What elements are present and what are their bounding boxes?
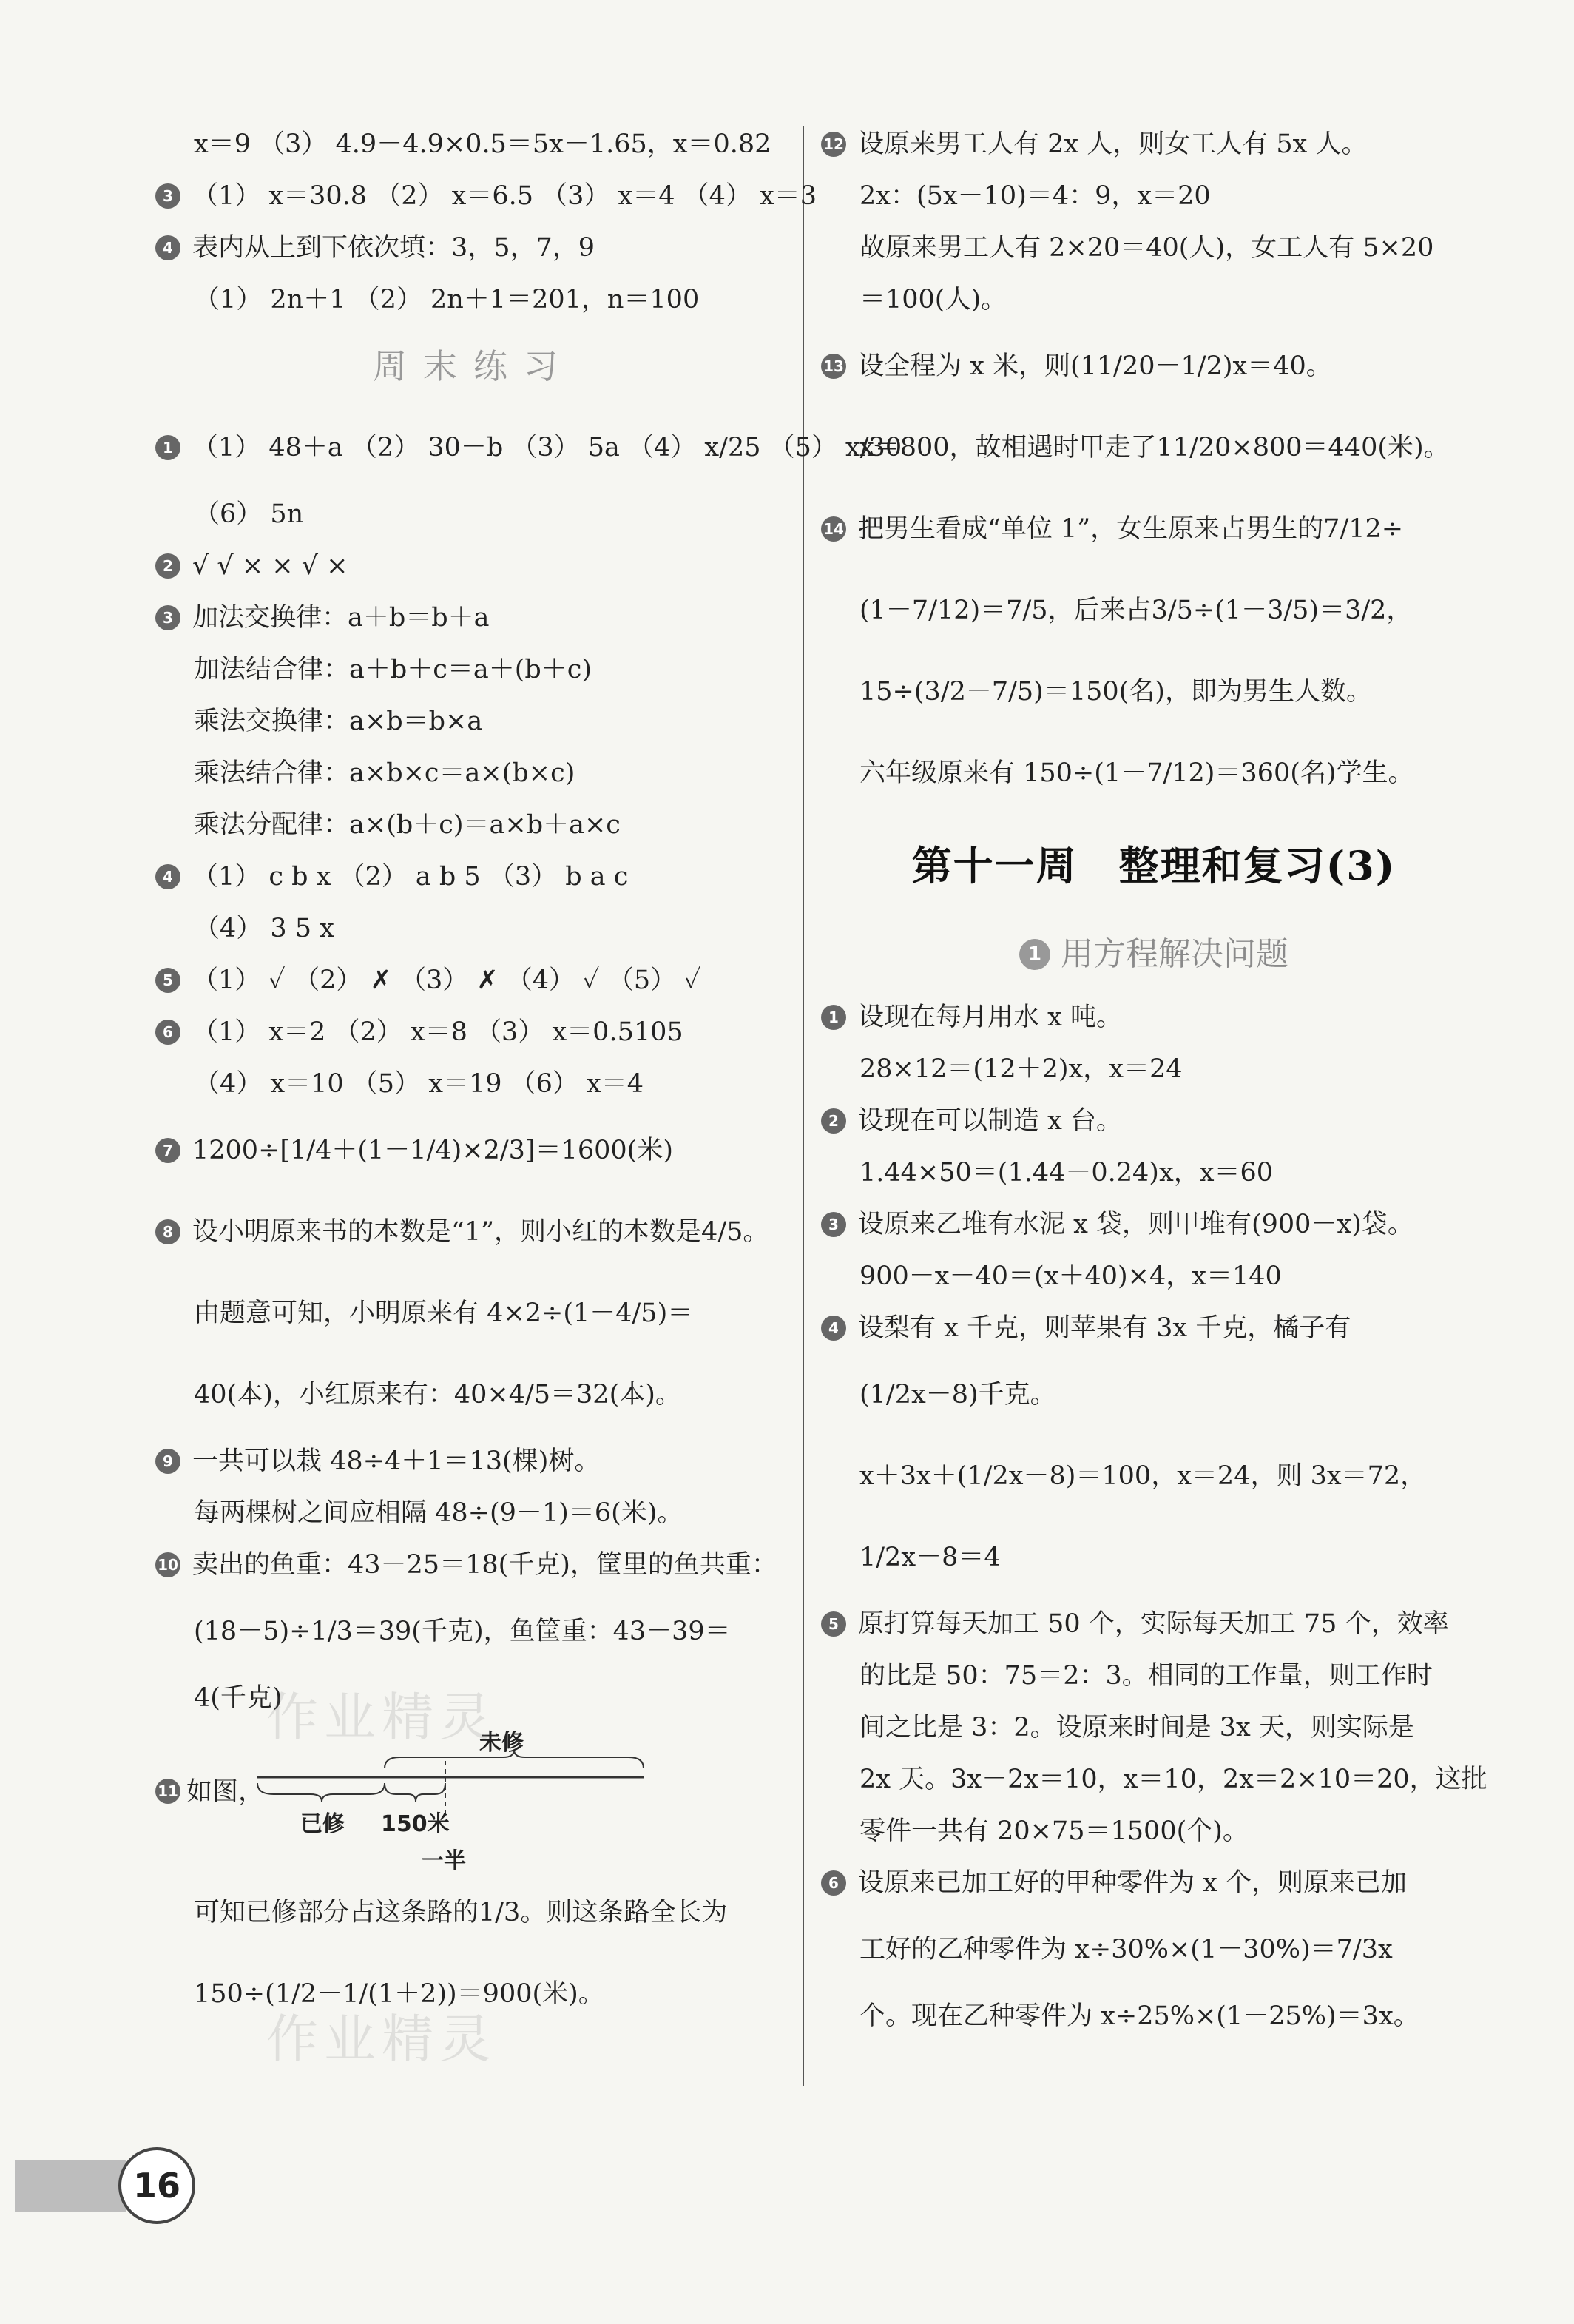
answer-text: x＝9 （3） 4.9－4.9×0.5＝5x－1.65，x＝0.82 <box>194 129 771 159</box>
answer-line <box>155 170 817 222</box>
question-number: 2 <box>155 553 180 579</box>
answer-line <box>821 488 1487 570</box>
answer-text: 零件一共有 20×75＝1500(个)。 <box>859 1816 1249 1846</box>
answer-text: 2x：(5x－10)＝4：9，x＝20 <box>859 181 1211 211</box>
answer-text: （1） ✓ （2） ✗ （3） ✗ （4） ✓ （5） ✓ <box>192 966 701 995</box>
question-number: 6 <box>821 1870 846 1896</box>
answer-text: 加法交换律：a＋b＝b＋a <box>192 603 490 633</box>
answer-text: 设梨有 x 千克，则苹果有 3x 千克，橘子有 <box>858 1313 1351 1343</box>
answer-line <box>821 407 1487 488</box>
question-number: 3 <box>155 183 180 209</box>
label-150m: 150米 <box>381 1811 450 1837</box>
answer-line <box>821 1199 1487 1250</box>
answer-line <box>821 1095 1487 1147</box>
answer-line <box>155 488 791 540</box>
answer-line <box>155 592 791 644</box>
answer-line <box>155 903 791 954</box>
answer-text: （1） c b x （2） a b 5 （3） b a c <box>192 862 629 892</box>
answer-line <box>821 274 1487 326</box>
answer-text: 六年级原来有 150÷(1－7/12)＝360(名)学生。 <box>859 758 1414 788</box>
answer-text: 2x 天。3x－2x＝10，x＝10，2x＝2×10＝20，这批 <box>859 1765 1487 1794</box>
answer-text: 15÷(3/2－7/5)＝150(名)，即为男生人数。 <box>859 677 1372 707</box>
diagram-prefix: 如图， <box>186 1777 265 1807</box>
answer-line <box>821 1805 1487 1857</box>
answer-text: (1/2x－8)千克。 <box>859 1380 1056 1409</box>
answer-text: 个。现在乙种零件为 x÷25%×(1－25%)＝3x。 <box>859 2001 1419 2031</box>
answer-line <box>155 1435 791 1487</box>
answer-text: 40(本)，小红原来有：40×4/5＝32(本)。 <box>194 1380 681 1409</box>
answer-text: 由题意可知，小明原来有 4×2÷(1－4/5)＝ <box>194 1299 694 1328</box>
answer-line <box>821 651 1487 732</box>
label-half: 一半 <box>422 1848 466 1874</box>
answer-text: 设原来乙堆有水泥 x 袋，则甲堆有(900－x)袋。 <box>858 1210 1413 1239</box>
answer-text: （4） x＝10 （5） x＝19 （6） x＝4 <box>194 1069 644 1099</box>
answer-line <box>155 1591 791 1672</box>
sub-title <box>821 917 1487 991</box>
answer-text: 设全程为 x 米，则(11/20－1/2)x＝40。 <box>858 351 1332 381</box>
question-number: 5 <box>155 968 180 993</box>
answer-text: 加法结合律：a＋b＋c＝a＋(b＋c) <box>194 655 592 684</box>
answer-line <box>155 799 791 851</box>
left-block-2 <box>155 407 902 1724</box>
question-number: 10 <box>155 1552 180 1577</box>
answer-line <box>821 1250 1487 1302</box>
answer-line <box>821 1754 1487 1805</box>
answer-line <box>821 1598 1487 1650</box>
question-number: 4 <box>155 864 180 889</box>
answer-text: 卖出的鱼重：43－25＝18(千克)，筐里的鱼共重： <box>192 1550 777 1580</box>
answer-text: (1－7/12)＝7/5，后来占3/5÷(1－3/5)＝3/2， <box>859 596 1413 625</box>
answer-line <box>155 1191 791 1273</box>
answer-line <box>155 274 791 326</box>
week-title: 第十一周 整理和复习(3) <box>911 842 1396 889</box>
answer-text: 把男生看成“单位 1”，女生原来占男生的7/12÷ <box>858 514 1404 544</box>
answer-text: （1） x＝2 （2） x＝8 （3） x＝0.5105 <box>192 1017 683 1047</box>
question-number: 3 <box>155 605 180 630</box>
answer-line <box>155 954 791 1006</box>
answer-line <box>821 1990 1487 2042</box>
answer-line <box>821 1857 1487 1909</box>
answer-text: 150÷(1/2－1/(1＋2))＝900(米)。 <box>194 1979 604 2009</box>
answer-text: 设原来男工人有 2x 人，则女工人有 5x 人。 <box>858 129 1368 159</box>
question-number: 7 <box>155 1138 180 1163</box>
question-number: 14 <box>821 516 846 542</box>
answer-line <box>821 1650 1487 1702</box>
watermark-2: 作业精灵 <box>266 2009 497 2069</box>
brace-repaired <box>257 1783 385 1802</box>
answer-line <box>155 1487 791 1539</box>
answer-line <box>155 222 791 274</box>
question-number: 6 <box>155 1020 180 1045</box>
answer-line <box>821 1147 1487 1199</box>
right-block-2 <box>821 991 1487 2042</box>
answer-text: 1/2x－8＝4 <box>859 1543 1001 1572</box>
answer-line <box>155 1354 791 1435</box>
answer-text: （6） 5n <box>194 499 304 529</box>
answer-text: （1） x＝30.8 （2） x＝6.5 （3） x＝4 （4） x＝3 <box>192 181 817 211</box>
answer-line <box>155 851 791 903</box>
question-number: 2 <box>821 1108 846 1134</box>
answer-line <box>155 1273 791 1354</box>
page-number: 16 <box>118 2147 195 2224</box>
question-number: 9 <box>155 1449 180 1474</box>
answer-text: 设原来已加工好的甲种零件为 x 个，则原来已加 <box>858 1868 1407 1898</box>
answer-line <box>821 570 1487 651</box>
footer-bar <box>15 2160 126 2212</box>
answer-line <box>821 326 1487 407</box>
answer-line <box>821 118 1487 170</box>
answer-line <box>821 991 1487 1043</box>
question-number: 5 <box>821 1611 846 1637</box>
answer-line <box>821 1517 1487 1598</box>
answer-text: x＋3x＋(1/2x－8)＝100，x＝24，则 3x＝72， <box>859 1461 1427 1491</box>
answer-text: 间之比是 3：2。设原来时间是 3x 天，则实际是 <box>859 1713 1414 1742</box>
answer-line <box>155 1006 791 1058</box>
answer-line <box>821 1302 1487 1354</box>
answer-text: 1.44×50＝(1.44－0.24)x，x＝60 <box>859 1158 1273 1188</box>
answer-text: ＝100(人)。 <box>859 285 1007 314</box>
answer-text: 表内从上到下依次填：3，5，7，9 <box>192 233 595 263</box>
answer-line <box>821 1909 1487 1990</box>
answer-text: 原打算每天加工 50 个，实际每天加工 75 个，效率 <box>858 1609 1449 1639</box>
sub-title-number: 1 <box>1019 939 1050 970</box>
answer-line <box>155 118 791 170</box>
answer-line <box>821 1435 1487 1517</box>
answer-line <box>821 1043 1487 1095</box>
answer-text: 1200÷[1/4＋(1－1/4)×2/3]＝1600(米) <box>192 1136 673 1165</box>
question-number-11: 11 <box>155 1779 180 1804</box>
brace-150 <box>385 1783 445 1802</box>
answer-line <box>821 222 1487 274</box>
answer-line <box>821 1702 1487 1754</box>
answer-line <box>821 1354 1487 1435</box>
answer-text: 一共可以栽 48÷4＋1＝13(棵)树。 <box>192 1446 601 1476</box>
answer-line <box>155 407 902 488</box>
answer-line <box>155 1058 791 1110</box>
answer-line <box>155 747 791 799</box>
question-number: 3 <box>821 1212 846 1237</box>
answer-text: （1） 48＋a （2） 30－b （3） 5a （4） x/25 （5） x/30 <box>192 433 902 462</box>
answer-text: 每两棵树之间应相隔 48÷(9－1)＝6(米)。 <box>194 1498 683 1528</box>
answer-line <box>155 540 791 592</box>
watermark-1: 作业精灵 <box>266 1687 497 1748</box>
answer-text: 工好的乙种零件为 x÷30%×(1－30%)＝7/3x <box>859 1935 1393 1964</box>
answer-text: 900－x－40＝(x＋40)×4，x＝140 <box>859 1262 1282 1291</box>
answer-text: 可知已修部分占这条路的1/3。则这条路全长为 <box>194 1898 728 1927</box>
sub-title-text: 用方程解决问题 <box>1061 935 1288 973</box>
right-block-1 <box>821 118 1487 814</box>
answer-line <box>155 644 791 695</box>
answer-text: x＝800，故相遇时甲走了11/20×800＝440(米)。 <box>859 433 1450 462</box>
answer-line <box>155 695 791 747</box>
label-unrepaired: 未修 <box>479 1730 524 1756</box>
question-number: 13 <box>821 354 846 379</box>
answer-text: 的比是 50：75＝2：3。相同的工作量，则工作时 <box>859 1661 1433 1691</box>
section-title: 周末练习 <box>373 346 574 386</box>
answer-text: √ √ × × √ × <box>192 551 348 581</box>
label-repaired: 已修 <box>300 1811 345 1837</box>
answer-line <box>821 732 1487 814</box>
question-number: 12 <box>821 132 846 157</box>
answer-text: 28×12＝(12＋2)x，x＝24 <box>859 1054 1183 1084</box>
question-number: 8 <box>155 1219 180 1244</box>
right-column <box>821 118 1487 2042</box>
answer-text: 乘法分配律：a×(b＋c)＝a×b＋a×c <box>194 810 621 840</box>
question-number: 4 <box>821 1316 846 1341</box>
question-number: 1 <box>821 1005 846 1030</box>
answer-text: 故原来男工人有 2×20＝40(人)，女工人有 5×20 <box>859 233 1434 263</box>
left-block-1 <box>155 118 817 326</box>
answer-text: 设现在可以制造 x 台。 <box>858 1106 1122 1136</box>
answer-line <box>155 1872 791 1953</box>
answer-line <box>155 1539 791 1591</box>
answer-text: （4） 3 5 x <box>194 914 334 943</box>
answer-text: 乘法结合律：a×b×c＝a×(b×c) <box>194 758 575 788</box>
answer-text: 乘法交换律：a×b＝b×a <box>194 707 483 736</box>
answer-text: (18－5)÷1/3＝39(千克)，鱼筐重：43－39＝ <box>194 1617 731 1646</box>
question-number: 4 <box>155 235 180 260</box>
answer-line <box>821 170 1487 222</box>
question-number: 1 <box>155 435 180 460</box>
answer-text: （1） 2n＋1 （2） 2n＋1＝201，n＝100 <box>194 285 700 314</box>
answer-line <box>155 1110 791 1191</box>
answer-text: 设现在每月用水 x 吨。 <box>858 1003 1122 1032</box>
answer-text: 4(千克) <box>194 1683 283 1713</box>
answer-text: 设小明原来书的本数是“1”，则小红的本数是4/5。 <box>192 1217 769 1247</box>
